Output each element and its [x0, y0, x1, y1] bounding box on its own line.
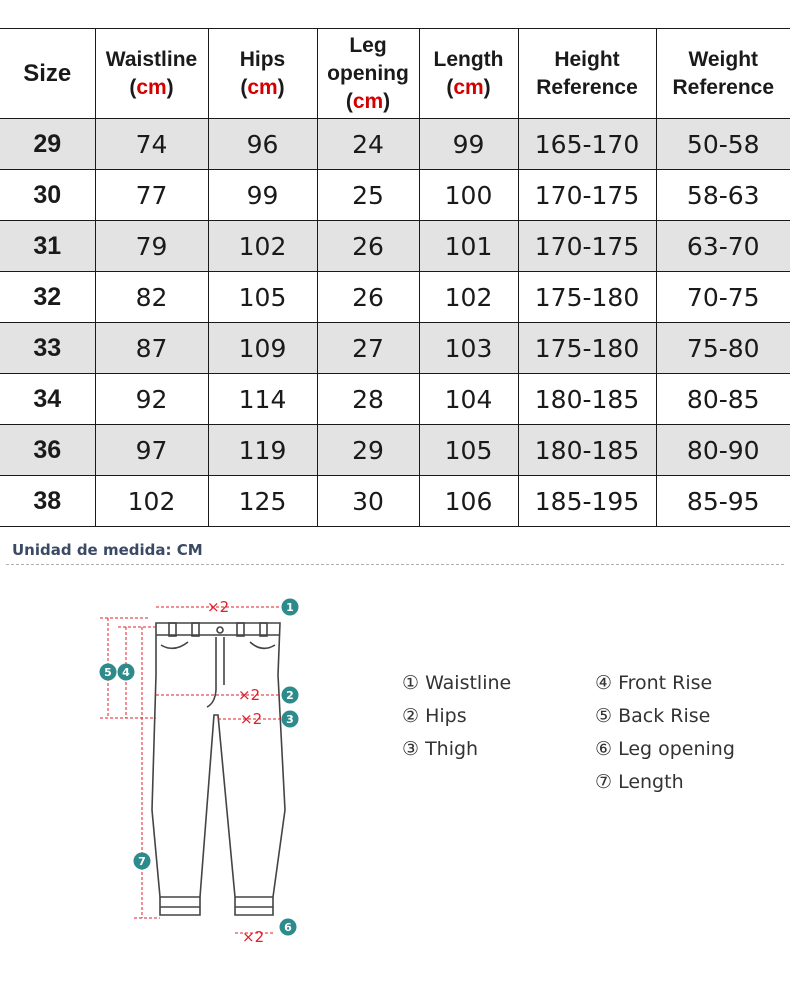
size-cell: 32: [0, 272, 95, 323]
marker-number: 4: [122, 666, 130, 679]
column-header: [656, 29, 790, 119]
column-header-label: Reference: [672, 75, 775, 99]
size-cell: 29: [0, 119, 95, 170]
table-cell: 27: [317, 323, 419, 374]
table-cell: 103: [419, 323, 518, 374]
size-cell: 36: [0, 425, 95, 476]
table-cell: 119: [208, 425, 317, 476]
table-row: [0, 425, 790, 476]
legend-left: [402, 667, 511, 766]
table-cell: 104: [419, 374, 518, 425]
column-header-label: Length: [433, 47, 504, 71]
table-cell: 92: [95, 374, 208, 425]
column-unit: cm: [136, 75, 167, 99]
column-header: Waistline (cm): [95, 29, 208, 119]
table-cell: 105: [419, 425, 518, 476]
table-cell: 25: [317, 170, 419, 221]
table-cell: 99: [208, 170, 317, 221]
measure-lines: [100, 607, 285, 933]
table-cell: 24: [317, 119, 419, 170]
table-cell: 50-58: [656, 119, 790, 170]
table-cell: 75-80: [656, 323, 790, 374]
table-cell: 80-90: [656, 425, 790, 476]
marker-number: 2: [286, 689, 294, 702]
legend-item: ④ Front Rise: [595, 672, 713, 694]
marker-number: 1: [286, 601, 294, 614]
column-header-label: Reference: [536, 75, 638, 99]
size-cell: 38: [0, 476, 95, 527]
table-cell: 101: [419, 221, 518, 272]
table-row: [0, 272, 790, 323]
table-cell: 99: [419, 119, 518, 170]
waist-multiplier: ×2: [207, 598, 230, 616]
legend-item: ③ Thigh: [402, 738, 479, 760]
column-header-label: Size: [23, 59, 72, 87]
table-cell: 105: [208, 272, 317, 323]
table-cell: 70-75: [656, 272, 790, 323]
column-header: [518, 29, 656, 119]
table-cell: 26: [317, 272, 419, 323]
column-header-label: opening: [327, 61, 409, 85]
table-cell: 114: [208, 374, 317, 425]
table-cell: 170-175: [518, 170, 656, 221]
table-cell: 97: [95, 425, 208, 476]
size-cell: 31: [0, 221, 95, 272]
table-cell: 96: [208, 119, 317, 170]
column-unit: cm: [247, 75, 278, 99]
column-header: Hips (cm): [208, 29, 317, 119]
table-cell: 170-175: [518, 221, 656, 272]
table-row: [0, 374, 790, 425]
legend-item: ⑥ Leg opening: [595, 738, 735, 760]
leg-opening-multiplier: ×2: [242, 928, 265, 946]
thigh-multiplier: ×2: [240, 710, 263, 728]
column-header-label: Hips: [239, 47, 286, 71]
column-header: Leg opening (cm): [317, 29, 419, 119]
table-cell: 63-70: [656, 221, 790, 272]
table-cell: 29: [317, 425, 419, 476]
table-cell: 109: [208, 323, 317, 374]
legend-item: ① Waistline: [402, 672, 512, 694]
table-row: [0, 476, 790, 527]
table-cell: 82: [95, 272, 208, 323]
pants-measurement-diagram: [90, 585, 320, 950]
table-cell: 102: [419, 272, 518, 323]
size-cell: 34: [0, 374, 95, 425]
size-chart-table: [0, 28, 790, 527]
legend-item: ⑦ Length: [595, 771, 684, 793]
table-cell: 180-185: [518, 374, 656, 425]
size-cell: 33: [0, 323, 95, 374]
marker-number: 6: [284, 921, 292, 934]
hips-multiplier: ×2: [238, 686, 261, 704]
marker-number: 7: [138, 855, 146, 868]
table-cell: 80-85: [656, 374, 790, 425]
unit-note: Unidad de medida: CM: [12, 541, 203, 559]
column-unit: cm: [453, 75, 484, 99]
table-cell: 102: [208, 221, 317, 272]
table-row: [0, 221, 790, 272]
table-cell: 180-185: [518, 425, 656, 476]
column-unit: cm: [352, 89, 384, 113]
table-cell: 165-170: [518, 119, 656, 170]
legend-item: ② Hips: [402, 705, 467, 727]
column-header-label: Weight: [688, 47, 759, 71]
table-row: [0, 323, 790, 374]
table-cell: 175-180: [518, 323, 656, 374]
table-cell: 100: [419, 170, 518, 221]
table-cell: 185-195: [518, 476, 656, 527]
pants-outline: [152, 623, 285, 915]
table-body: [0, 119, 790, 527]
table-cell: 77: [95, 170, 208, 221]
marker-group: [100, 599, 299, 936]
table-header-row: [0, 29, 790, 119]
legend-item: ⑤ Back Rise: [595, 705, 711, 727]
table-cell: 125: [208, 476, 317, 527]
column-header-label: Leg: [349, 33, 387, 57]
table-row: [0, 170, 790, 221]
column-header-label: Waistline: [105, 47, 198, 71]
size-cell: 30: [0, 170, 95, 221]
table-cell: 58-63: [656, 170, 790, 221]
table-cell: 26: [317, 221, 419, 272]
column-header-label: Height: [554, 47, 620, 71]
table-cell: 30: [317, 476, 419, 527]
table-cell: 175-180: [518, 272, 656, 323]
table-row: [0, 119, 790, 170]
table-cell: 85-95: [656, 476, 790, 527]
marker-number: 3: [286, 713, 294, 726]
table-cell: 106: [419, 476, 518, 527]
table-cell: 28: [317, 374, 419, 425]
column-header: [0, 29, 95, 119]
table-cell: 74: [95, 119, 208, 170]
column-header: Length (cm): [419, 29, 518, 119]
table-cell: 87: [95, 323, 208, 374]
table-cell: 79: [95, 221, 208, 272]
marker-number: 5: [104, 666, 112, 679]
table-cell: 102: [95, 476, 208, 527]
divider: [6, 564, 784, 565]
legend-right: [595, 667, 735, 799]
